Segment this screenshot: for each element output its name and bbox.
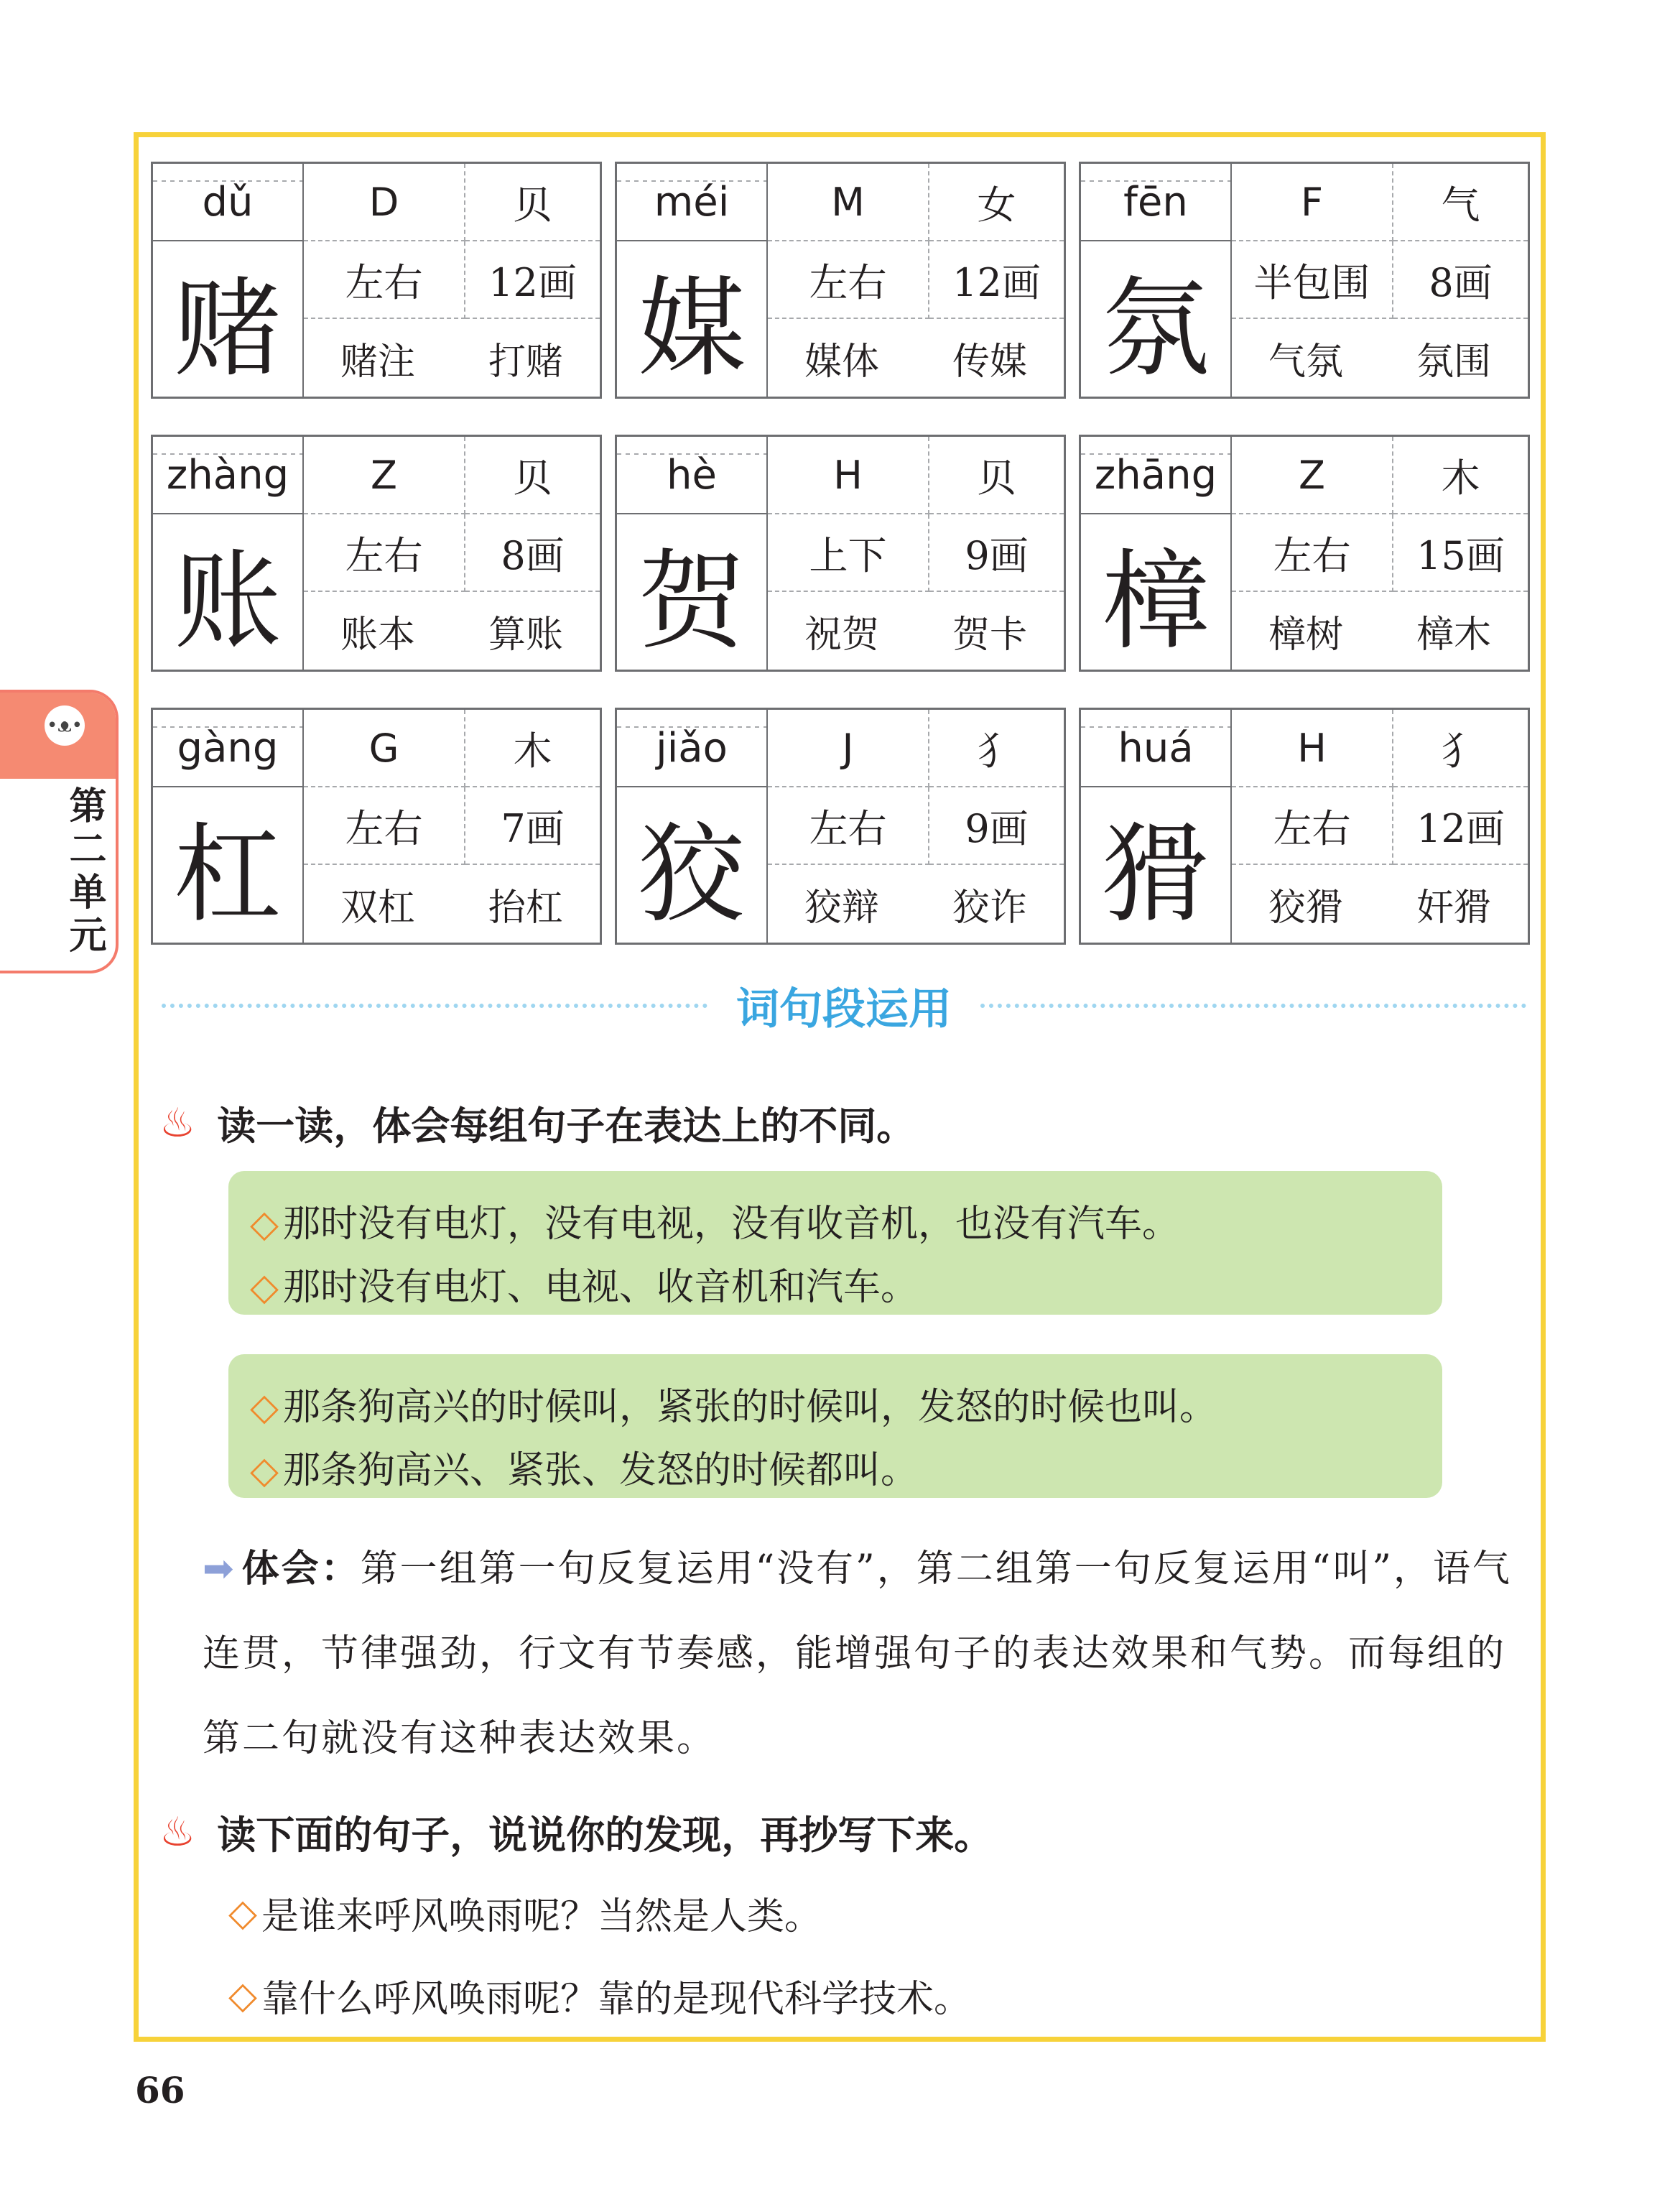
strokes: 12画 <box>1393 787 1528 865</box>
big-character: 杠 <box>153 787 304 943</box>
structure: 左右 <box>768 241 929 319</box>
arrow-icon: ➡ <box>203 1547 236 1591</box>
radical: 犭 <box>929 710 1064 787</box>
diamond-icon: ◇ <box>228 1973 257 2017</box>
big-character: 氛 <box>1081 241 1232 397</box>
radical: 木 <box>1393 437 1528 514</box>
word: 贺卡 <box>952 613 1027 657</box>
sentence-text: 那时没有电灯，没有电视，没有收音机，也没有汽车。 <box>283 1203 1180 1246</box>
initial-letter: M <box>768 164 929 241</box>
radical: 贝 <box>929 437 1064 514</box>
example-words <box>304 319 600 397</box>
big-character: 贺 <box>617 514 768 670</box>
bunny-icon: •ᴥ• <box>45 705 85 746</box>
initial-letter: J <box>768 710 929 787</box>
heading-text: 读一读，体会每组句子在表达上的不同。 <box>217 1103 916 1149</box>
strokes: 12画 <box>929 241 1064 319</box>
word: 樟木 <box>1416 613 1491 657</box>
flame-icon: ♨ <box>159 1809 196 1856</box>
word: 樟树 <box>1268 613 1343 657</box>
sentence-line <box>250 1249 1421 1326</box>
word: 气氛 <box>1268 340 1343 384</box>
unit-side-tab <box>0 690 119 973</box>
word: 双杠 <box>340 886 415 930</box>
exercise-heading-1 <box>159 1096 915 1151</box>
sentence-group-1 <box>228 1171 1442 1315</box>
word: 算账 <box>488 613 563 657</box>
structure: 左右 <box>768 787 929 865</box>
unit-label: 第二单元 <box>62 786 106 958</box>
example-words <box>768 319 1064 397</box>
structure: 左右 <box>1232 787 1393 865</box>
word: 赌注 <box>340 340 415 384</box>
char-card <box>1079 708 1530 945</box>
initial-letter: H <box>1232 710 1393 787</box>
big-character: 猾 <box>1081 787 1232 943</box>
diamond-icon: ◇ <box>250 1386 279 1429</box>
pinyin: dǔ <box>153 164 304 241</box>
strokes: 9画 <box>929 787 1064 865</box>
sentence-line <box>228 1886 822 1940</box>
char-card <box>151 435 602 672</box>
char-card <box>615 162 1066 399</box>
heading-text: 读下面的句子，说说你的发现，再抄写下来。 <box>217 1813 993 1858</box>
structure: 半包围 <box>1232 241 1393 319</box>
radical: 犭 <box>1393 710 1528 787</box>
structure: 左右 <box>304 514 465 592</box>
big-character: 媒 <box>617 241 768 397</box>
radical: 气 <box>1393 164 1528 241</box>
example-words <box>1232 865 1528 943</box>
word: 氛围 <box>1416 340 1491 384</box>
sentence-text: 是谁来呼风唤雨呢？当然是人类。 <box>261 1895 822 1938</box>
structure: 左右 <box>304 241 465 319</box>
diamond-icon: ◇ <box>250 1203 279 1246</box>
example-words <box>304 592 600 670</box>
sentence-text: 那条狗高兴、紧张、发怒的时候都叫。 <box>283 1449 919 1492</box>
initial-letter: G <box>304 710 465 787</box>
radical: 贝 <box>465 164 600 241</box>
word: 狡诈 <box>952 886 1027 930</box>
section-title <box>162 977 1526 1035</box>
strokes: 8画 <box>1393 241 1528 319</box>
diamond-icon: ◇ <box>250 1266 279 1309</box>
radical: 木 <box>465 710 600 787</box>
char-card <box>1079 162 1530 399</box>
word: 抬杠 <box>488 886 563 930</box>
sentence-line <box>228 1968 971 2022</box>
word: 狡猾 <box>1268 886 1343 930</box>
dotted-divider <box>162 1004 707 1008</box>
big-character: 赌 <box>153 241 304 397</box>
pinyin: hè <box>617 437 768 514</box>
character-grid <box>151 162 1530 945</box>
sentence-group-2 <box>228 1354 1442 1498</box>
sentence-line <box>250 1432 1421 1509</box>
section-title-text: 词句段运用 <box>736 984 952 1035</box>
pinyin: zhàng <box>153 437 304 514</box>
strokes: 7画 <box>465 787 600 865</box>
strokes: 12画 <box>465 241 600 319</box>
example-words <box>304 865 600 943</box>
structure: 左右 <box>1232 514 1393 592</box>
example-words <box>768 865 1064 943</box>
char-card <box>615 708 1066 945</box>
word: 打赌 <box>488 340 563 384</box>
pinyin: gàng <box>153 710 304 787</box>
structure: 左右 <box>304 787 465 865</box>
initial-letter: Z <box>304 437 465 514</box>
dotted-divider <box>980 1004 1526 1008</box>
big-character: 樟 <box>1081 514 1232 670</box>
structure: 上下 <box>768 514 929 592</box>
pinyin: zhāng <box>1081 437 1232 514</box>
flame-icon: ♨ <box>159 1100 196 1147</box>
word: 狡辩 <box>804 886 879 930</box>
pinyin: huá <box>1081 710 1232 787</box>
pinyin: fēn <box>1081 164 1232 241</box>
pinyin: jiǎo <box>617 710 768 787</box>
radical: 贝 <box>465 437 600 514</box>
diamond-icon: ◇ <box>228 1891 257 1935</box>
word: 奸猾 <box>1416 886 1491 930</box>
strokes: 15画 <box>1393 514 1528 592</box>
page-number: 66 <box>135 2069 185 2111</box>
sentence-text: 靠什么呼风唤雨呢？靠的是现代科学技术。 <box>261 1978 972 2021</box>
example-words <box>1232 319 1528 397</box>
strokes: 8画 <box>465 514 600 592</box>
initial-letter: F <box>1232 164 1393 241</box>
exercise-heading-2 <box>159 1805 993 1860</box>
pinyin: méi <box>617 164 768 241</box>
word: 媒体 <box>804 340 879 384</box>
big-character: 账 <box>153 514 304 670</box>
char-card <box>1079 435 1530 672</box>
word: 祝贺 <box>804 613 879 657</box>
big-character: 狡 <box>617 787 768 943</box>
radical: 女 <box>929 164 1064 241</box>
char-card <box>151 708 602 945</box>
example-words <box>1232 592 1528 670</box>
note-label: 体会： <box>241 1547 361 1591</box>
diamond-icon: ◇ <box>250 1449 279 1492</box>
char-card <box>151 162 602 399</box>
insight-note <box>203 1527 1531 1781</box>
note-text: 第一组第一句反复运用“没有”，第二组第一句反复运用“叫”，语气连贯，节律强劲，行文有节奏感，能增强句子的表达效果和气势。而每组的第二句就没有这种表达效果。 <box>203 1547 1512 1760</box>
strokes: 9画 <box>929 514 1064 592</box>
sentence-text: 那时没有电灯、电视、收音机和汽车。 <box>283 1266 919 1309</box>
sentence-text: 那条狗高兴的时候叫，紧张的时候叫，发怒的时候也叫。 <box>283 1386 1217 1429</box>
initial-letter: H <box>768 437 929 514</box>
example-words <box>768 592 1064 670</box>
word: 传媒 <box>952 340 1027 384</box>
char-card <box>615 435 1066 672</box>
initial-letter: D <box>304 164 465 241</box>
word: 账本 <box>340 613 415 657</box>
initial-letter: Z <box>1232 437 1393 514</box>
